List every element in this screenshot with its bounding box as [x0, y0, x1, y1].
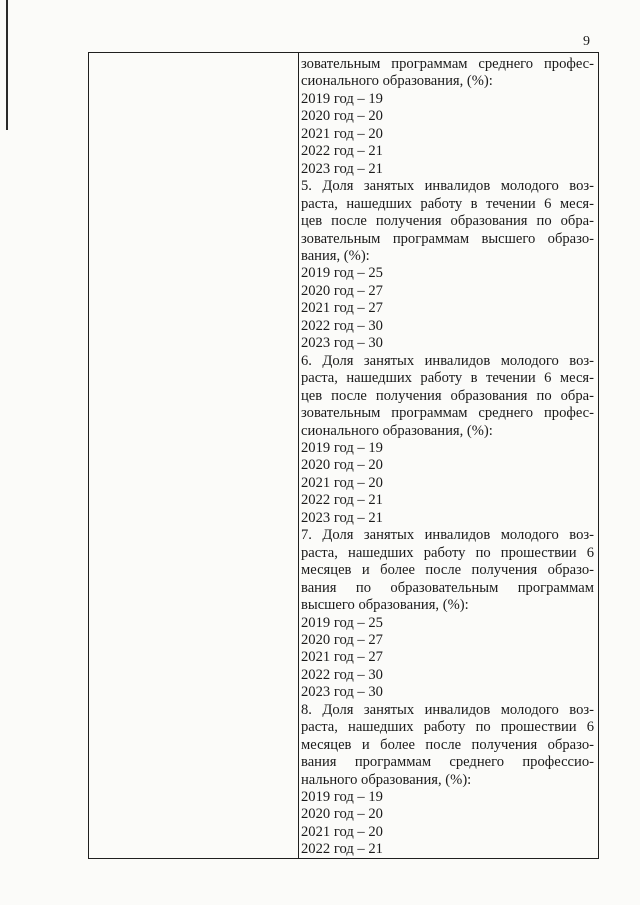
table-text-line: 6. Доля занятых инвалидов молодого воз- [301, 352, 594, 369]
table-text-line: 2022 год – 21 [301, 841, 383, 858]
table-text-line: вания программам среднего профессио- [301, 754, 594, 771]
table-text-line: зовательным программам высшего образо- [301, 230, 594, 247]
table-text-line: 2020 год – 20 [301, 108, 383, 125]
table-text-line: 2021 год – 20 [301, 474, 383, 491]
table-text-line: сионального образования, (%): [301, 73, 493, 90]
page-number: 9 [583, 34, 590, 49]
table-text-line: 2021 год – 20 [301, 125, 383, 142]
table-text-line: 2023 год – 30 [301, 335, 383, 352]
table-text-line: раста, нашедших работу по прошествии 6 [301, 544, 594, 561]
table-text-line: высшего образования, (%): [301, 597, 469, 614]
scan-margin-mark [6, 0, 8, 130]
table-text-line: 2021 год – 20 [301, 823, 383, 840]
table-text-line: 2022 год – 30 [301, 666, 383, 683]
table-text-line: 2019 год – 19 [301, 90, 383, 107]
table-text-line: вания, (%): [301, 247, 370, 264]
table-column-divider [298, 53, 299, 858]
table-text-line: 2019 год – 19 [301, 439, 383, 456]
table-text-line: сионального образования, (%): [301, 422, 493, 439]
table-text-line: 2022 год – 21 [301, 492, 383, 509]
table-text-line: вания по образовательным программам [301, 579, 594, 596]
table-text-line: 2019 год – 19 [301, 789, 383, 806]
table-text-line: зовательным программам среднего профес- [301, 56, 594, 72]
table-text-line: раста, нашедших работу по прошествии 6 [301, 719, 594, 736]
table-text-line: раста, нашедших работу в течении 6 меся- [301, 195, 594, 212]
table-text-line: 2022 год – 21 [301, 143, 383, 160]
table-text-line: цев после получения образования по обра- [301, 387, 594, 404]
table-text-line: месяцев и более после получения образо- [301, 736, 594, 753]
table-text-line: 2023 год – 30 [301, 684, 383, 701]
table-text-line: 2021 год – 27 [301, 649, 383, 666]
table-text-line: 5. Доля занятых инвалидов молодого воз- [301, 178, 594, 195]
table-text-line: 2019 год – 25 [301, 614, 383, 631]
table-text-line: 2020 год – 27 [301, 282, 383, 299]
table-text-line: 8. Доля занятых инвалидов молодого воз- [301, 701, 594, 718]
table-text-line: 2021 год – 27 [301, 300, 383, 317]
table-text-line: зовательным программам среднего профес- [301, 405, 594, 422]
table-cell-right [301, 56, 594, 859]
table-text-line: нального образования, (%): [301, 771, 472, 788]
table-text-line: 2020 год – 27 [301, 631, 383, 648]
table-text-line: 2020 год – 20 [301, 457, 383, 474]
table-text-line: 7. Доля занятых инвалидов молодого воз- [301, 527, 594, 544]
table-text-line: цев после получения образования по обра- [301, 213, 594, 230]
table-text-line: 2023 год – 21 [301, 509, 383, 526]
table-text-line: 2020 год – 20 [301, 806, 383, 823]
table-text-line: 2022 год – 30 [301, 317, 383, 334]
table-text-line: 2023 год – 21 [301, 160, 383, 177]
table-text-line: 2019 год – 25 [301, 265, 383, 282]
table-text-line: месяцев и более после получения образо- [301, 562, 594, 579]
table-text-line: раста, нашедших работу в течении 6 меся- [301, 370, 594, 387]
document-table [88, 52, 599, 859]
